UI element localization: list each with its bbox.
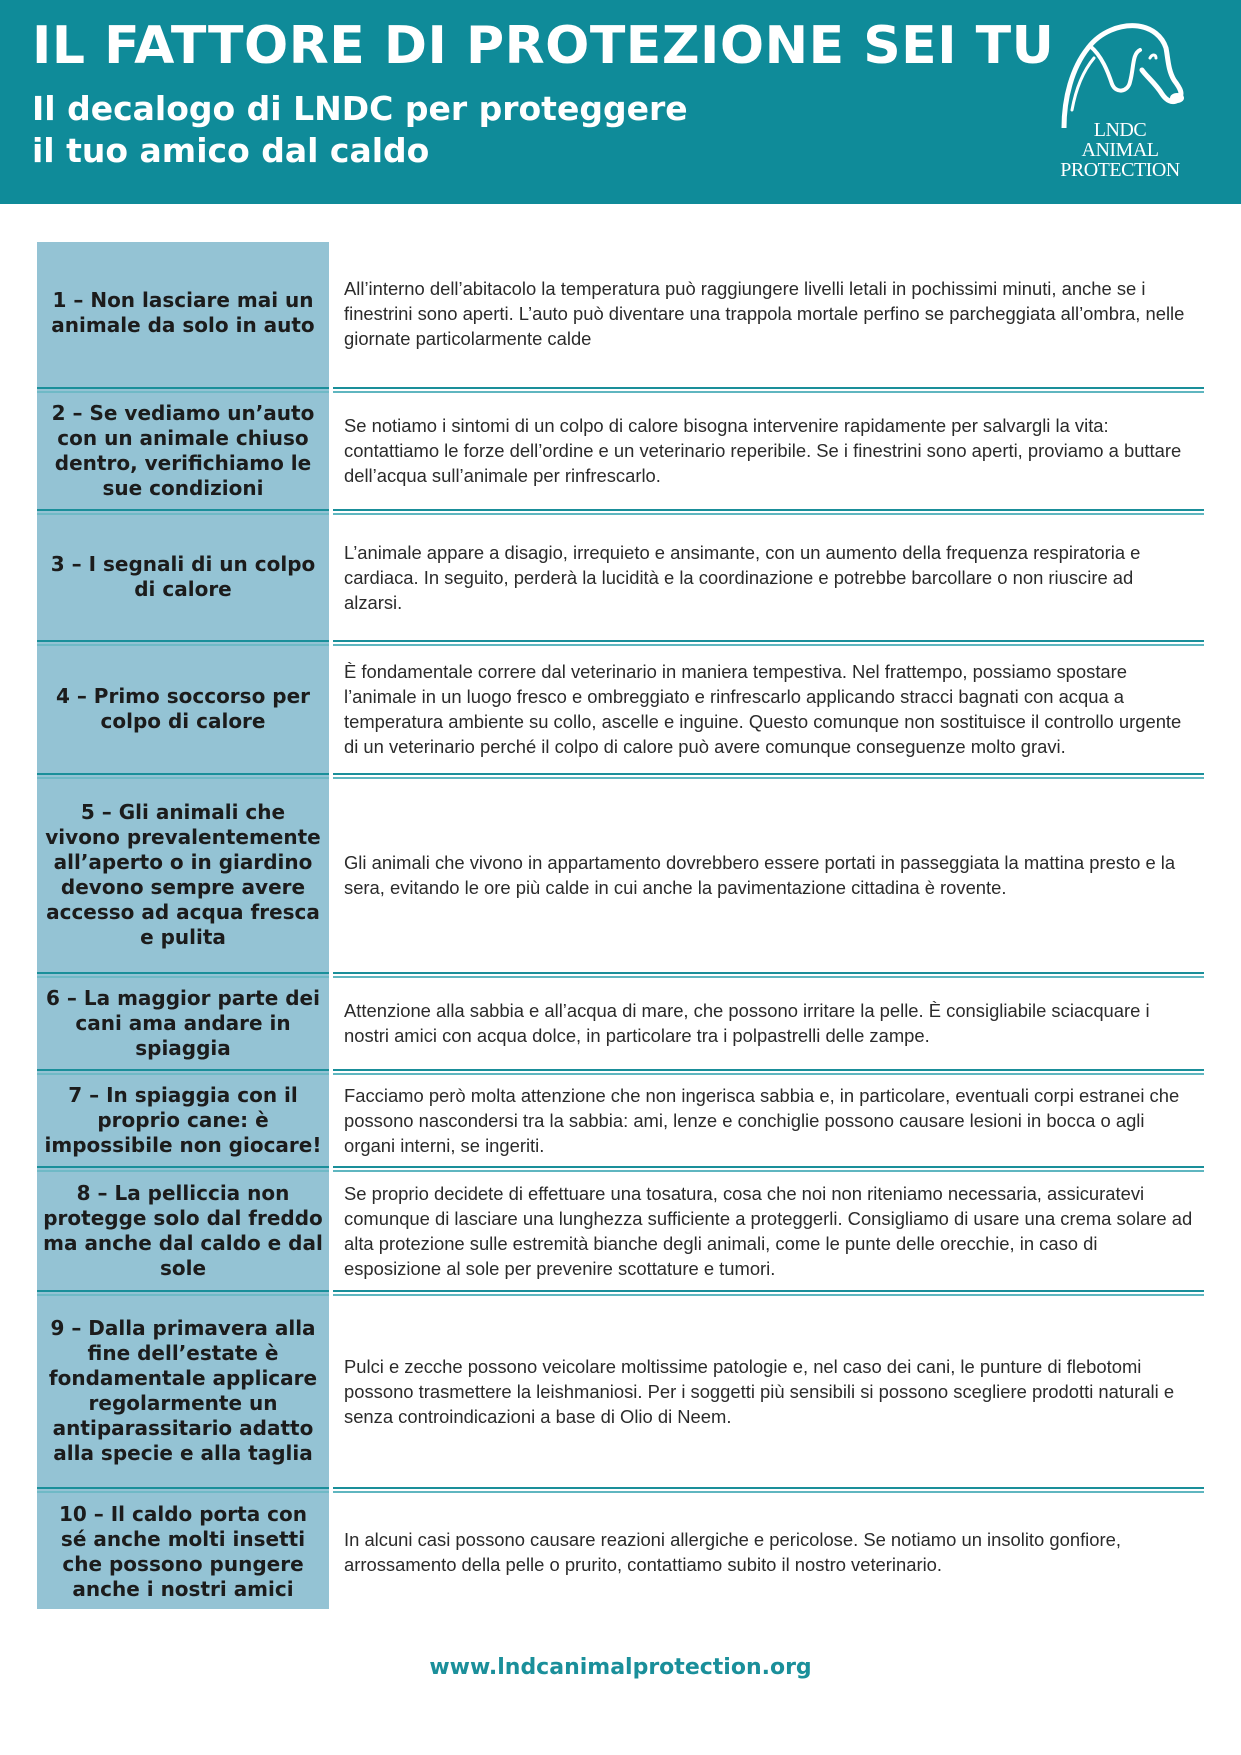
rule-row-7 <box>37 1077 1204 1163</box>
rule-text: Gli animali che vivono in appartamento dovrebbero essere portati in passeggiata la mattina presto e la sera, evitando le ore più calde in cui anche la pavimentazione cittadina è rovente. <box>333 781 1204 969</box>
rule-row-4 <box>37 648 1204 770</box>
rule-row-5 <box>37 781 1204 969</box>
rule-row-9 <box>37 1298 1204 1484</box>
rule-heading: 8 – La pelliccia non protegge solo dal freddo ma anche dal caldo e dal sole <box>37 1174 329 1287</box>
row-divider <box>37 969 1204 980</box>
page-title: IL FATTORE DI PROTEZIONE SEI TU <box>32 16 1055 76</box>
row-divider <box>37 770 1204 781</box>
rule-heading: 1 – Non lasciare mai un animale da solo in auto <box>37 242 329 384</box>
rule-heading: 5 – Gli animali che vivono prevalentemente all’aperto o in giardino devono sempre avere accesso ad acqua fresca e pulita <box>37 781 329 969</box>
rule-row-1 <box>37 242 1204 384</box>
header-banner <box>0 0 1241 204</box>
logo-line-1: LNDC <box>1093 119 1147 141</box>
row-divider <box>37 384 1204 395</box>
row-divider <box>37 1484 1204 1495</box>
dog-head-icon <box>1050 18 1200 128</box>
lndc-logo <box>1050 18 1200 188</box>
website-link[interactable]: www.lndcanimalprotection.org <box>429 1655 812 1680</box>
rule-text: Se notiamo i sintomi di un colpo di calore bisogna intervenire rapidamente per salvargli la vita: contattiamo le forze dell’ordine e un veterinario reperibile. Se i finestrini sono aperti, proviamo a buttare dell’acqua sull’animale per rinfrescarlo. <box>333 395 1204 506</box>
logo-line-2: ANIMAL <box>1081 139 1159 161</box>
rule-row-3 <box>37 517 1204 637</box>
subtitle-line-2: il tuo amico dal caldo <box>32 131 430 170</box>
rule-text: Se proprio decidete di effettuare una tosatura, cosa che noi non riteniamo necessaria, assicuratevi comunque di lasciare una lunghezza sufficiente a proteggerli. Consigliamo di usare una crema solare ad alta protezione sulle estremità bianche degli animali, come le punte delle orecchie, in caso di esposizione al sole per prevenire scottature e tumori. <box>333 1174 1204 1287</box>
rule-row-2 <box>37 395 1204 506</box>
rules-table <box>37 242 1204 1609</box>
row-divider <box>37 637 1204 648</box>
rule-text: L’animale appare a disagio, irrequieto e ansimante, con un aumento della frequenza respiratoria e cardiaca. In seguito, perderà la lucidità e la coordinazione e potrebbe barcollare o non riuscire ad alzarsi. <box>333 517 1204 637</box>
rule-heading: 3 – I segnali di un colpo di calore <box>37 517 329 637</box>
row-divider <box>37 1163 1204 1174</box>
rule-text: È fondamentale correre dal veterinario in maniera tempestiva. Nel frattempo, possiamo spostare l’animale in un luogo fresco e ombreggiato e rinfrescarlo applicando stracci bagnati con acqua a temperatura ambiente su collo, ascelle e inguine. Questo comunque non sostituisce il controllo urgente di un veterinario perché il colpo di calore può avere comunque conseguenze molto gravi. <box>333 648 1204 770</box>
subtitle-line-1: Il decalogo di LNDC per proteggere <box>32 89 688 128</box>
rule-text: All’interno dell’abitacolo la temperatura può raggiungere livelli letali in pochissimi minuti, anche se i finestrini sono aperti. L’auto può diventare una trappola mortale perfino se parcheggiata all’ombra, nelle giornate particolarmente calde <box>333 242 1204 384</box>
rule-text: Pulci e zecche possono veicolare moltissime patologie e, nel caso dei cani, le punture di flebotomi possono trasmettere la leishmaniosi. Per i soggetti più sensibili si possono scegliere prodotti naturali e senza controindicazioni a base di Olio di Neem. <box>333 1298 1204 1484</box>
rule-heading: 10 – Il caldo porta con sé anche molti insetti che possono pungere anche i nostri amici <box>37 1495 329 1609</box>
logo-line-3: PROTECTION <box>1060 159 1180 181</box>
rule-heading: 6 – La maggior parte dei cani ama andare in spiaggia <box>37 980 329 1066</box>
page-subtitle <box>32 88 732 172</box>
row-divider <box>37 506 1204 517</box>
row-divider <box>37 1287 1204 1298</box>
rule-row-6 <box>37 980 1204 1066</box>
rule-heading: 7 – In spiaggia con il proprio cane: è impossibile non giocare! <box>37 1077 329 1163</box>
rule-row-10 <box>37 1495 1204 1609</box>
rule-text: In alcuni casi possono causare reazioni allergiche e pericolose. Se notiamo un insolito gonfiore, arrossamento della pelle o prurito, contattiamo subito il nostro veterinario. <box>333 1495 1204 1609</box>
rule-heading: 4 – Primo soccorso per colpo di calore <box>37 648 329 770</box>
rule-text: Facciamo però molta attenzione che non ingerisca sabbia e, in particolare, eventuali corpi estranei che possono nascondersi tra la sabbia: ami, lenze e conchiglie possono causare lesioni in bocca o agli organi interni, se ingeriti. <box>333 1077 1204 1163</box>
rule-heading: 9 – Dalla primavera alla fine dell’estate è fondamentale applicare regolarmente un antiparassitario adatto alla specie e alla taglia <box>37 1298 329 1484</box>
rule-heading: 2 – Se vediamo un’auto con un animale chiuso dentro, verifichiamo le sue condizioni <box>37 395 329 506</box>
rule-text: Attenzione alla sabbia e all’acqua di mare, che possono irritare la pelle. È consigliabile sciacquare i nostri amici con acqua dolce, in particolare tra i polpastrelli delle zampe. <box>333 980 1204 1066</box>
rule-row-8 <box>37 1174 1204 1287</box>
row-divider <box>37 1066 1204 1077</box>
logo-text <box>1050 120 1190 180</box>
